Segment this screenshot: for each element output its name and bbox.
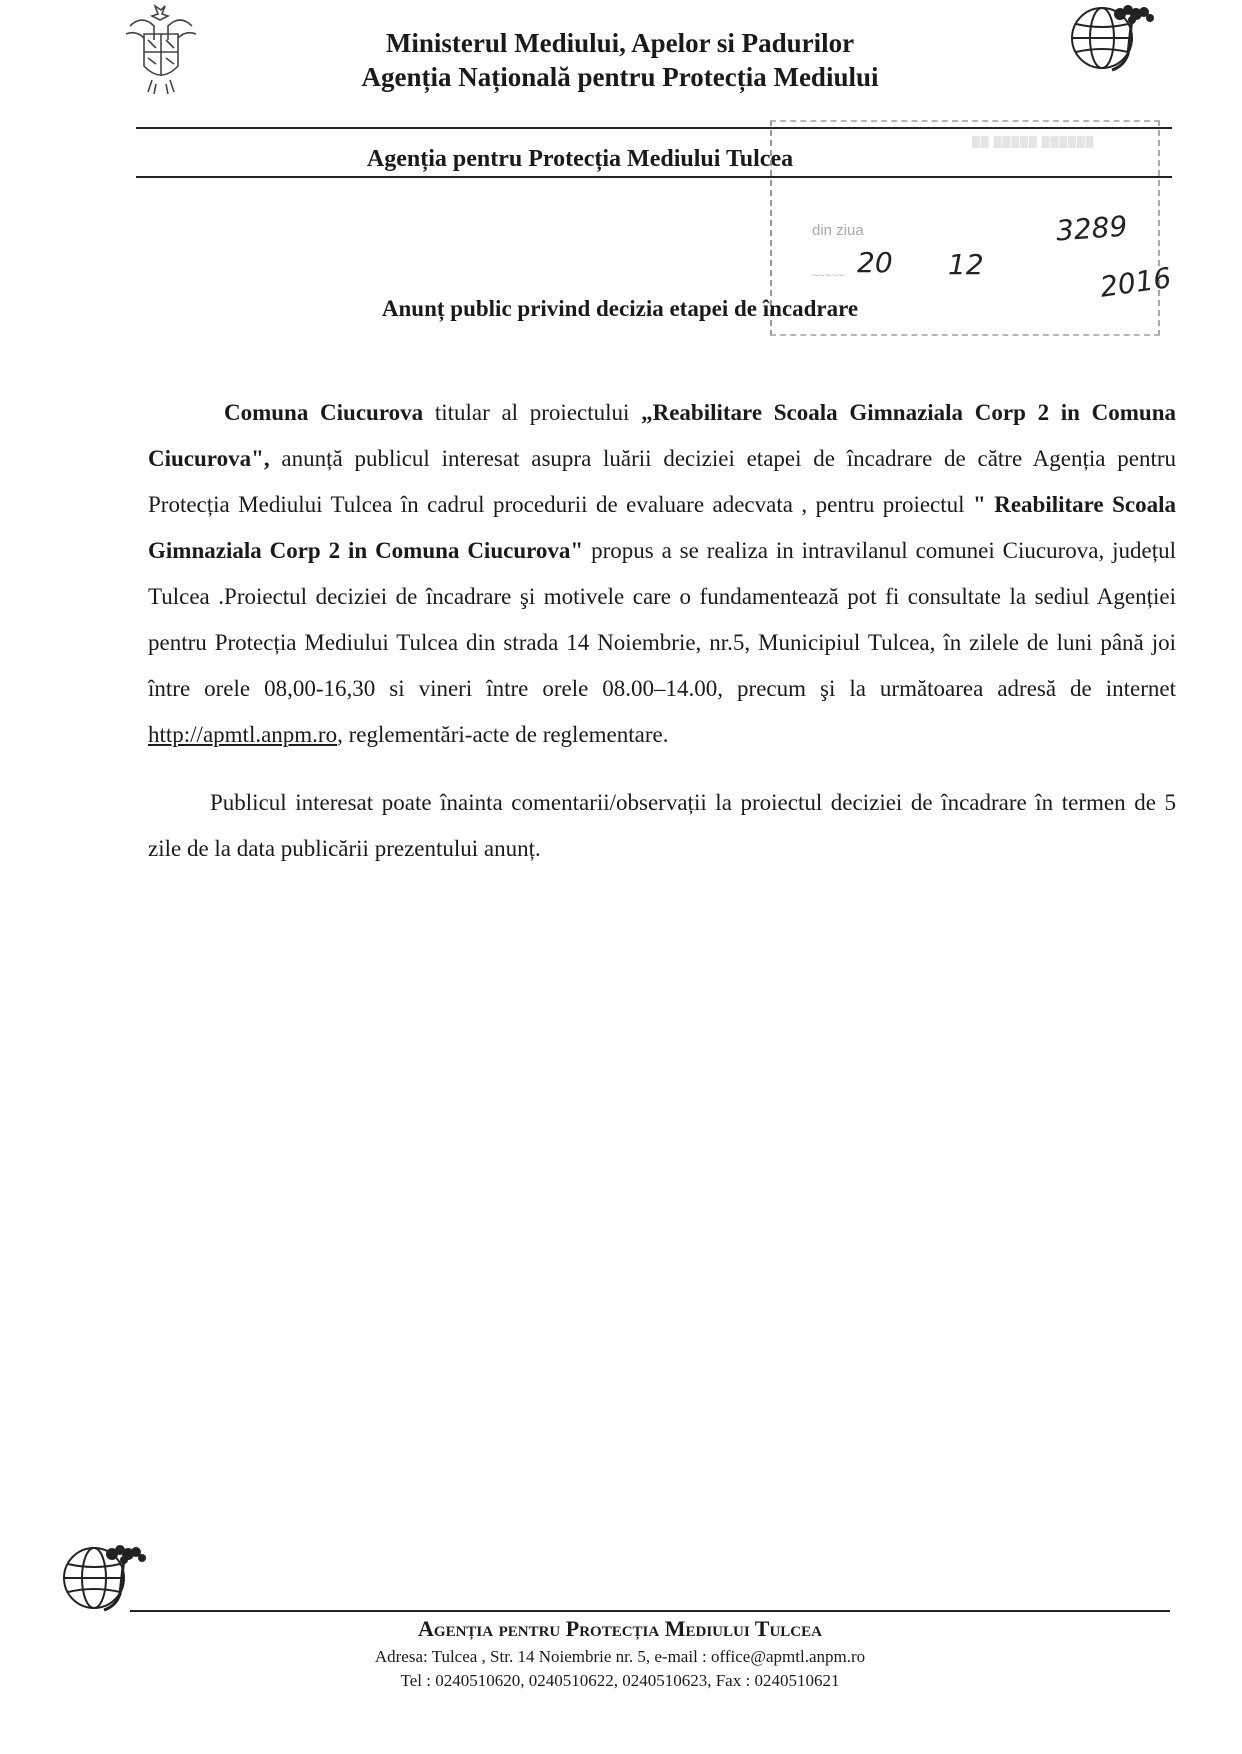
project-name-repeat: " Reabilitare Scoala Gimnaziala Corp 2 in Comuna Ciucurova" xyxy=(148,492,1176,563)
agency-name: Agenția pentru Protecția Mediului Tulcea xyxy=(366,146,794,172)
footer-agency-name: Agenția pentru Protecția Mediului Tulcea xyxy=(418,1616,822,1641)
stamp-mark: ~~~~~ xyxy=(812,270,845,282)
announcement-body xyxy=(148,390,1176,872)
stamp-header: ▒▒ ▒▒▒▒▒ ▒▒▒▒▒▒ xyxy=(972,136,1095,148)
stamp-year: 2016 xyxy=(1098,261,1174,304)
ministry-name: Ministerul Mediului, Apelor si Padurilor xyxy=(385,28,855,58)
ministry-header xyxy=(300,26,940,94)
stamp-month: 12 xyxy=(948,248,984,281)
globe-tree-logo-icon xyxy=(54,1540,154,1614)
registry-number: 3289 xyxy=(1054,209,1129,248)
stamp-day: 20 xyxy=(857,246,893,279)
national-agency-name: Agenția Națională pentru Protecția Mediului xyxy=(361,62,879,92)
footer-phones: Tel : 0240510620, 0240510622, 0240510623, Fax : 0240510621 xyxy=(400,1671,840,1690)
project-name: „Reabilitare Scoala Gimnaziala Corp 2 in Comuna Ciucurova", xyxy=(148,400,1176,471)
text-run: , reglementări-acte de reglementare. xyxy=(337,722,669,747)
text-run: anunță publicul interesat asupra luării deciziei etapei de încadrare de către Agenția pentru Protecția Mediului Tulcea în cadrul procedurii de evaluare adecvata , pentru proiectul xyxy=(148,446,1176,517)
text-run: titular al proiectului xyxy=(423,400,642,425)
page-title: Anunț public privind decizia etapei de încadrare xyxy=(381,296,859,321)
globe-tree-logo-icon xyxy=(1062,0,1162,74)
text-run: propus a se realiza in intravilanul comunei Ciucurova, județul Tulcea .Proiectul deciziei de încadrare şi motivele care o fundamentează pot fi consultate la sediul Agenției pentru Protecția Mediului Tulcea din strada 14 Noiembrie, nr.5, Municipiul Tulcea, în zilele de luni până joi între orele 08,00-16,30 si vineri între orele 08.00–14.00, precum şi la următoarea adresă de internet xyxy=(148,538,1176,701)
paragraph-2: Publicul interesat poate înainta comentarii/observații la proiectul deciziei de încadrare în termen de 5 zile de la data publicării prezentului anunț. xyxy=(148,790,1176,861)
project-holder: Comuna Ciucurova xyxy=(224,400,424,425)
paragraph-1 xyxy=(148,390,1176,758)
footer-address: Adresa: Tulcea , Str. 14 Noiembrie nr. 5, e-mail : office@apmtl.anpm.ro xyxy=(374,1647,866,1666)
coat-of-arms-icon xyxy=(122,4,200,96)
footer-rule xyxy=(130,1610,1170,1612)
stamp-date-prefix: din ziua xyxy=(812,222,864,239)
website-link[interactable]: http://apmtl.anpm.ro xyxy=(148,722,338,747)
